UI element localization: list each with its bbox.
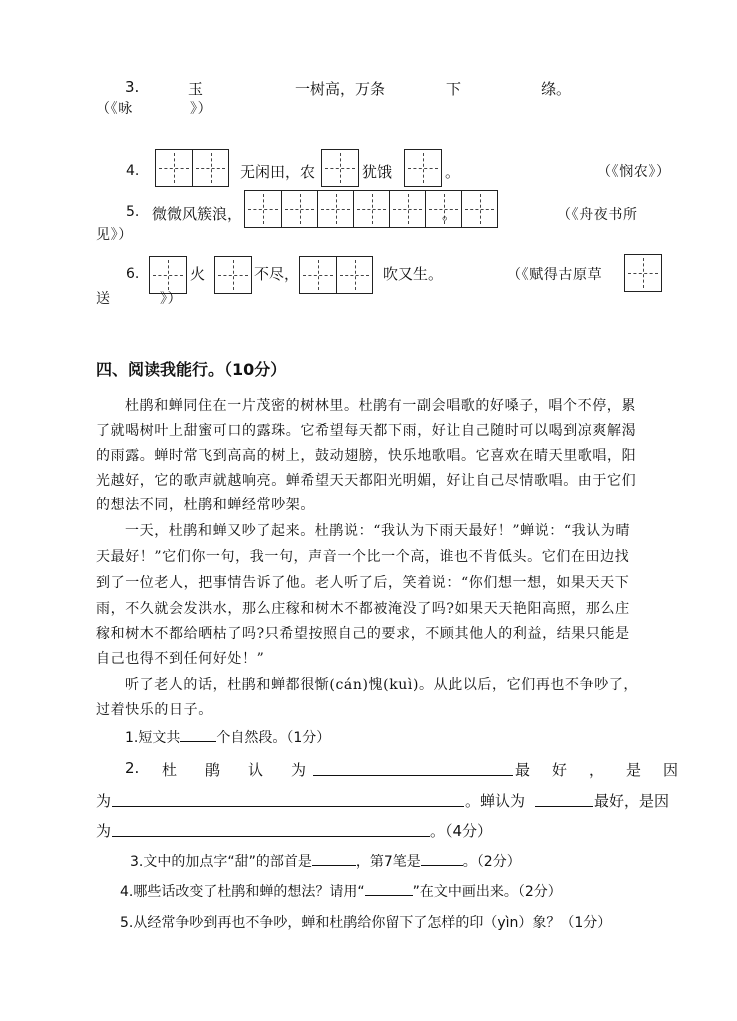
q6-text-3: 吹又生。 bbox=[383, 265, 444, 283]
q6-text-1: 火 bbox=[190, 265, 206, 283]
passage-line: 到了一位老人，把事情告诉了他。老人听了后，笑着说：“你们想一想，如果天天下 bbox=[96, 575, 630, 591]
q3-q-text-2: ，第7笔是 bbox=[355, 854, 421, 870]
passage-line: 光越好，它的歌声就越响亮。蝉希望天天都阳光明媚，好让自己尽情歌唱。由于它们 bbox=[96, 473, 637, 489]
q2-text-5: 最好，是因 bbox=[594, 792, 670, 810]
q5-text-1: 微微风簇浪， bbox=[152, 205, 243, 223]
q4-text-1: 无闲田，农 bbox=[240, 163, 316, 181]
q3-text-2: 一树高，万条 bbox=[295, 80, 386, 98]
q6-source-2: 送 bbox=[96, 291, 111, 307]
q6-number: 6. bbox=[126, 266, 140, 282]
answer-grid[interactable] bbox=[214, 256, 252, 294]
q3-text-1: 玉 bbox=[188, 80, 204, 98]
q5-source: （《舟夜书所 bbox=[557, 207, 638, 223]
question-5: 5.从经常争吵到再也不争吵，蝉和杜鹃给你留下了怎样的印（yìn）象？（1分） bbox=[120, 915, 612, 931]
q3-q-text: 3.文中的加点字“甜”的部首是 bbox=[130, 854, 312, 870]
q2-text-3: 为 bbox=[96, 792, 112, 810]
q4-source: （《悯农》） bbox=[597, 164, 671, 180]
passage-line: 天最好！”它们你一句，我一句，声音一个比一个高，谁也不肯低头。它们在田边找 bbox=[96, 549, 630, 565]
q1-text-2: 个自然段。（1分） bbox=[216, 730, 331, 746]
q3-source: （《咏 bbox=[96, 101, 133, 117]
answer-grid[interactable] bbox=[244, 190, 498, 228]
passage-line: 的想法不同，杜鹃和蝉经常吵架。 bbox=[96, 497, 315, 513]
question-1 bbox=[125, 727, 330, 747]
answer-grid[interactable] bbox=[404, 149, 442, 187]
question-3 bbox=[130, 851, 521, 871]
answer-grid[interactable] bbox=[624, 254, 662, 292]
passage-line: 一天，杜鹃和蝉又吵了起来。杜鹃说：“我认为下雨天最好！”蝉说：“我认为晴 bbox=[125, 523, 631, 539]
answer-grid[interactable] bbox=[299, 256, 373, 294]
q3-number: 3. bbox=[125, 78, 140, 96]
q4-q-text: 4.哪些话改变了杜鹃和蝉的想法？请用“ bbox=[120, 884, 365, 900]
answer-blank[interactable] bbox=[180, 727, 216, 742]
q2-text-4: 。蝉认为 bbox=[465, 792, 526, 810]
answer-blank bbox=[365, 881, 413, 896]
passage-line: 的雨露。蝉时常飞到高高的树上，鼓动翅膀，快乐地歌唱。它喜欢在晴天里歌唱，阳 bbox=[96, 448, 637, 464]
q4-text-3: 。 bbox=[445, 163, 461, 181]
answer-grid[interactable] bbox=[321, 149, 359, 187]
passage-line: 过着快乐的日子。 bbox=[96, 702, 213, 718]
q6-text-2: 不尽， bbox=[254, 265, 300, 283]
answer-blank[interactable] bbox=[112, 792, 464, 807]
q4-q-text-2: ”在文中画出来。（2分） bbox=[412, 884, 562, 900]
q5-text-2: 。 bbox=[442, 205, 458, 223]
question-4 bbox=[120, 881, 562, 901]
q4-number: 4. bbox=[126, 163, 140, 179]
answer-blank[interactable] bbox=[535, 792, 593, 807]
q2-text-2: 最好，是因 bbox=[515, 761, 701, 779]
q5-source-2: 见》） bbox=[96, 227, 133, 243]
passage-line: 听了老人的话，杜鹃和蝉都很惭(cán)愧(kuì)。从此以后，它们再也不争吵了， bbox=[125, 677, 639, 693]
answer-grid[interactable] bbox=[155, 149, 229, 187]
passage-line: 雨，不久就会发洪水，那么庄稼和树木不都被淹没了吗?如果天天艳阳高照，那么庄 bbox=[96, 601, 630, 617]
q2-number: 2. bbox=[125, 759, 140, 777]
q1-text: 1.短文共 bbox=[125, 730, 181, 746]
q3-q-text-3: 。（2分） bbox=[462, 854, 521, 870]
answer-blank[interactable] bbox=[312, 851, 356, 866]
passage-line: 稼和树木不都给晒枯了吗?只希望按照自己的要求，不顾其他人的利益，结果只能是 bbox=[96, 626, 630, 642]
answer-blank[interactable] bbox=[112, 822, 430, 837]
q5-number: 5. bbox=[126, 204, 140, 220]
q2-text-7: 。（4分） bbox=[430, 822, 493, 840]
q3-source-end: 》） bbox=[190, 101, 213, 117]
q2-text-6: 为 bbox=[96, 822, 112, 840]
passage-line: 了就喝树叶上甜蜜可口的露珠。它希望每天都下雨，好让自己随时可以喝到凉爽解渴 bbox=[96, 423, 637, 439]
q6-source: （《赋得古原草 bbox=[507, 267, 603, 283]
passage-line: 自己也得不到任何好处！” bbox=[96, 651, 265, 667]
answer-blank[interactable] bbox=[421, 851, 463, 866]
section-title: 四、阅读我能行。（10分） bbox=[96, 360, 287, 379]
q3-text-3: 下 bbox=[446, 80, 462, 98]
q2-text-1: 杜鹃认为 bbox=[162, 761, 335, 779]
q3-text-4: 绦。 bbox=[541, 80, 572, 98]
answer-blank[interactable] bbox=[313, 761, 513, 776]
q6-source-end: 》） bbox=[160, 291, 183, 307]
passage-line: 杜鹃和蝉同住在一片茂密的树林里。杜鹃有一副会唱歌的好嗓子，唱个不停，累 bbox=[125, 398, 636, 414]
q4-text-2: 犹饿 bbox=[362, 163, 393, 181]
